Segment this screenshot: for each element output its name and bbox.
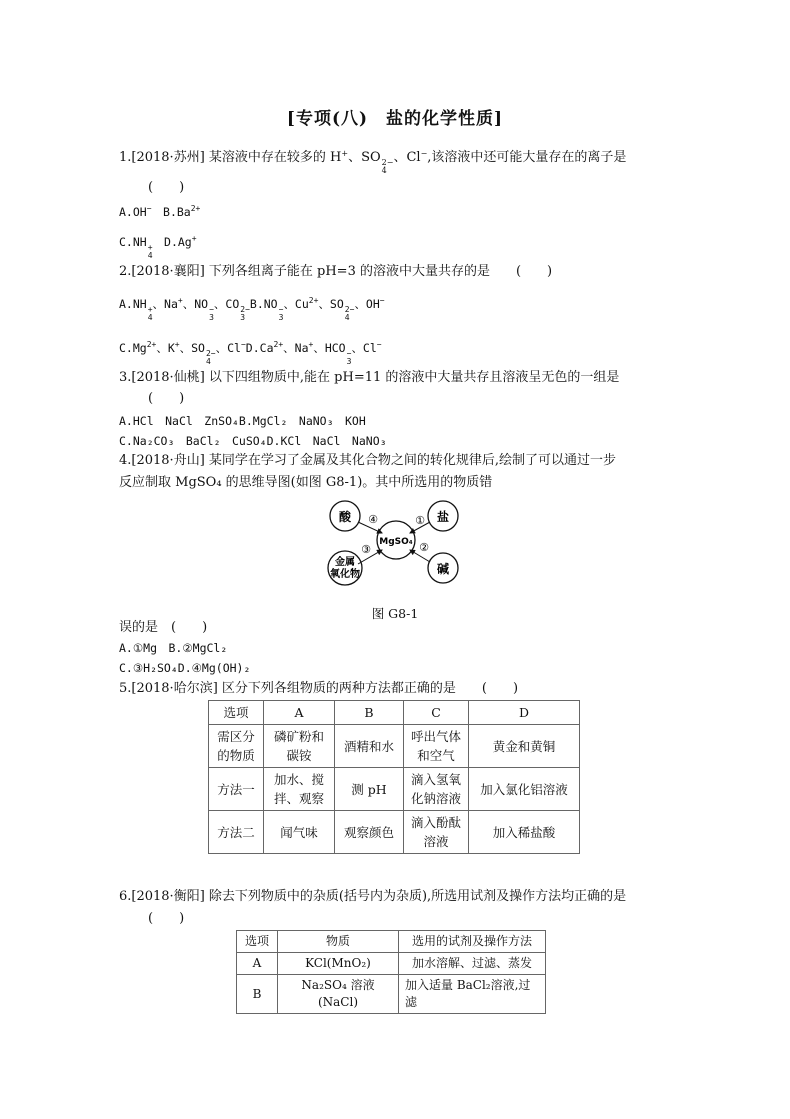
table-cell: 滴入酚酞溶液 bbox=[404, 811, 469, 854]
table-cell: 方法一 bbox=[209, 768, 264, 811]
page-title: [专项(八) 盐的化学性质] bbox=[286, 109, 504, 129]
label-center: MgSO₄ bbox=[379, 537, 413, 547]
mind-map-diagram bbox=[318, 496, 468, 596]
table-cell: 加入适量 BaCl₂溶液,过滤 bbox=[399, 975, 546, 1014]
table-cell: 加入氯化铝溶液 bbox=[469, 768, 580, 811]
table-cell: A bbox=[264, 701, 335, 725]
table-row bbox=[237, 953, 546, 975]
table-cell: 选项 bbox=[209, 701, 264, 725]
q1-paren: ( ) bbox=[148, 180, 185, 195]
q3-paren: ( ) bbox=[148, 391, 185, 406]
table-cell: 观察颜色 bbox=[335, 811, 404, 854]
table-cell: 黄金和黄铜 bbox=[469, 725, 580, 768]
table-cell: KCl(MnO₂) bbox=[278, 953, 399, 975]
q3-options-ab: A.HCl NaCl ZnSO₄B.MgCl₂ NaNO₃ KOH bbox=[119, 414, 366, 428]
table-cell: 呼出气体和空气 bbox=[404, 725, 469, 768]
table-cell: 滴入氢氧化钠溶液 bbox=[404, 768, 469, 811]
table-cell: B bbox=[335, 701, 404, 725]
q6-table bbox=[236, 930, 546, 1014]
label-n2: ② bbox=[419, 541, 429, 554]
label-oxide-2: 氧化物 bbox=[330, 569, 360, 580]
q1-options-ab: A.OH− $B.Ba^{2+}$ bbox=[119, 204, 201, 219]
label-n4: ④ bbox=[368, 513, 378, 526]
table-row bbox=[209, 701, 580, 725]
q6-stem: 6.[2018·衡阳] 除去下列物质中的杂质(括号内为杂质),所选用试剂及操作方法均正确的是 bbox=[119, 889, 627, 904]
table-row bbox=[209, 811, 580, 854]
label-n3: ③ bbox=[361, 543, 371, 556]
table-cell: 物质 bbox=[278, 931, 399, 953]
q6-paren: ( ) bbox=[148, 911, 185, 926]
q1-options-cd: C.NH + 4 D.Ag+ bbox=[119, 234, 197, 260]
q4-stem-line2: 反应制取 MgSO₄ 的思维导图(如图 G8-1)。其中所选用的物质错 bbox=[119, 475, 493, 490]
table-cell: D bbox=[469, 701, 580, 725]
figure-caption: 图 G8-1 bbox=[371, 606, 419, 621]
q5-table bbox=[208, 700, 580, 854]
table-row bbox=[237, 975, 546, 1014]
q3-options-cd: C.Na₂CO₃ BaCl₂ CuSO₄D.KCl NaCl NaNO₃ bbox=[119, 434, 387, 448]
table-cell: 酒精和水 bbox=[335, 725, 404, 768]
label-oxide-1: 金属 bbox=[335, 557, 355, 568]
q1-stem: 1.[2018·苏州] 某溶液中存在较多的 H+、SO 2− 4 、Cl−,该溶液中还可能大量存在的离子是 bbox=[119, 149, 627, 175]
label-salt: 盐 bbox=[436, 510, 450, 524]
table-row bbox=[209, 725, 580, 768]
q4-stem-line3: 误的是 ( ) bbox=[119, 620, 208, 635]
table-cell: 闻气味 bbox=[264, 811, 335, 854]
table-cell: Na₂SO₄ 溶液(NaCl) bbox=[278, 975, 399, 1014]
q4-options-ab: A.①Mg B.②MgCl₂ bbox=[119, 641, 228, 655]
q5-stem: 5.[2018·哈尔滨] 区分下列各组物质的两种方法都正确的是 ( ) bbox=[119, 681, 519, 696]
q4-options-cd: C.③H₂SO₄D.④Mg(OH)₂ bbox=[119, 661, 251, 675]
table-cell: 加水、搅拌、观察 bbox=[264, 768, 335, 811]
table-cell: 磷矿粉和碳铵 bbox=[264, 725, 335, 768]
label-acid: 酸 bbox=[338, 510, 352, 524]
table-cell: 选项 bbox=[237, 931, 278, 953]
table-cell: B bbox=[237, 975, 278, 1014]
table-row bbox=[209, 768, 580, 811]
label-n1: ① bbox=[415, 514, 425, 527]
table-cell: 方法二 bbox=[209, 811, 264, 854]
label-base: 碱 bbox=[436, 562, 450, 576]
table-cell: 加入稀盐酸 bbox=[469, 811, 580, 854]
table-cell: 测 pH bbox=[335, 768, 404, 811]
q2-stem: 2.[2018·襄阳] 下列各组离子能在 pH=3 的溶液中大量共存的是 ( ) bbox=[119, 264, 553, 279]
table-cell: 需区分的物质 bbox=[209, 725, 264, 768]
q4-stem-line1: 4.[2018·舟山] 某同学在学习了金属及其化合物之间的转化规律后,绘制了可以通过一步 bbox=[119, 453, 617, 468]
q3-stem: 3.[2018·仙桃] 以下四组物质中,能在 pH=11 的溶液中大量共存且溶液呈无色的一组是 bbox=[119, 370, 620, 385]
q2-options-ab: A.NH + 4 、Na+、NO − 3 、CO 2− 3 B.NO − 3 、$Cu^{2+}$、SO 2− 4 、OH− bbox=[119, 296, 385, 322]
q2-options-cd: $C.Mg^{2+}$、K+、SO 2− 4 、$Cl^-D.Ca^{2+}$、Na+、HCO − 3 、Cl− bbox=[119, 340, 382, 366]
table-cell: C bbox=[404, 701, 469, 725]
table-row bbox=[237, 931, 546, 953]
table-cell: A bbox=[237, 953, 278, 975]
table-cell: 加水溶解、过滤、蒸发 bbox=[399, 953, 546, 975]
table-cell: 选用的试剂及操作方法 bbox=[399, 931, 546, 953]
